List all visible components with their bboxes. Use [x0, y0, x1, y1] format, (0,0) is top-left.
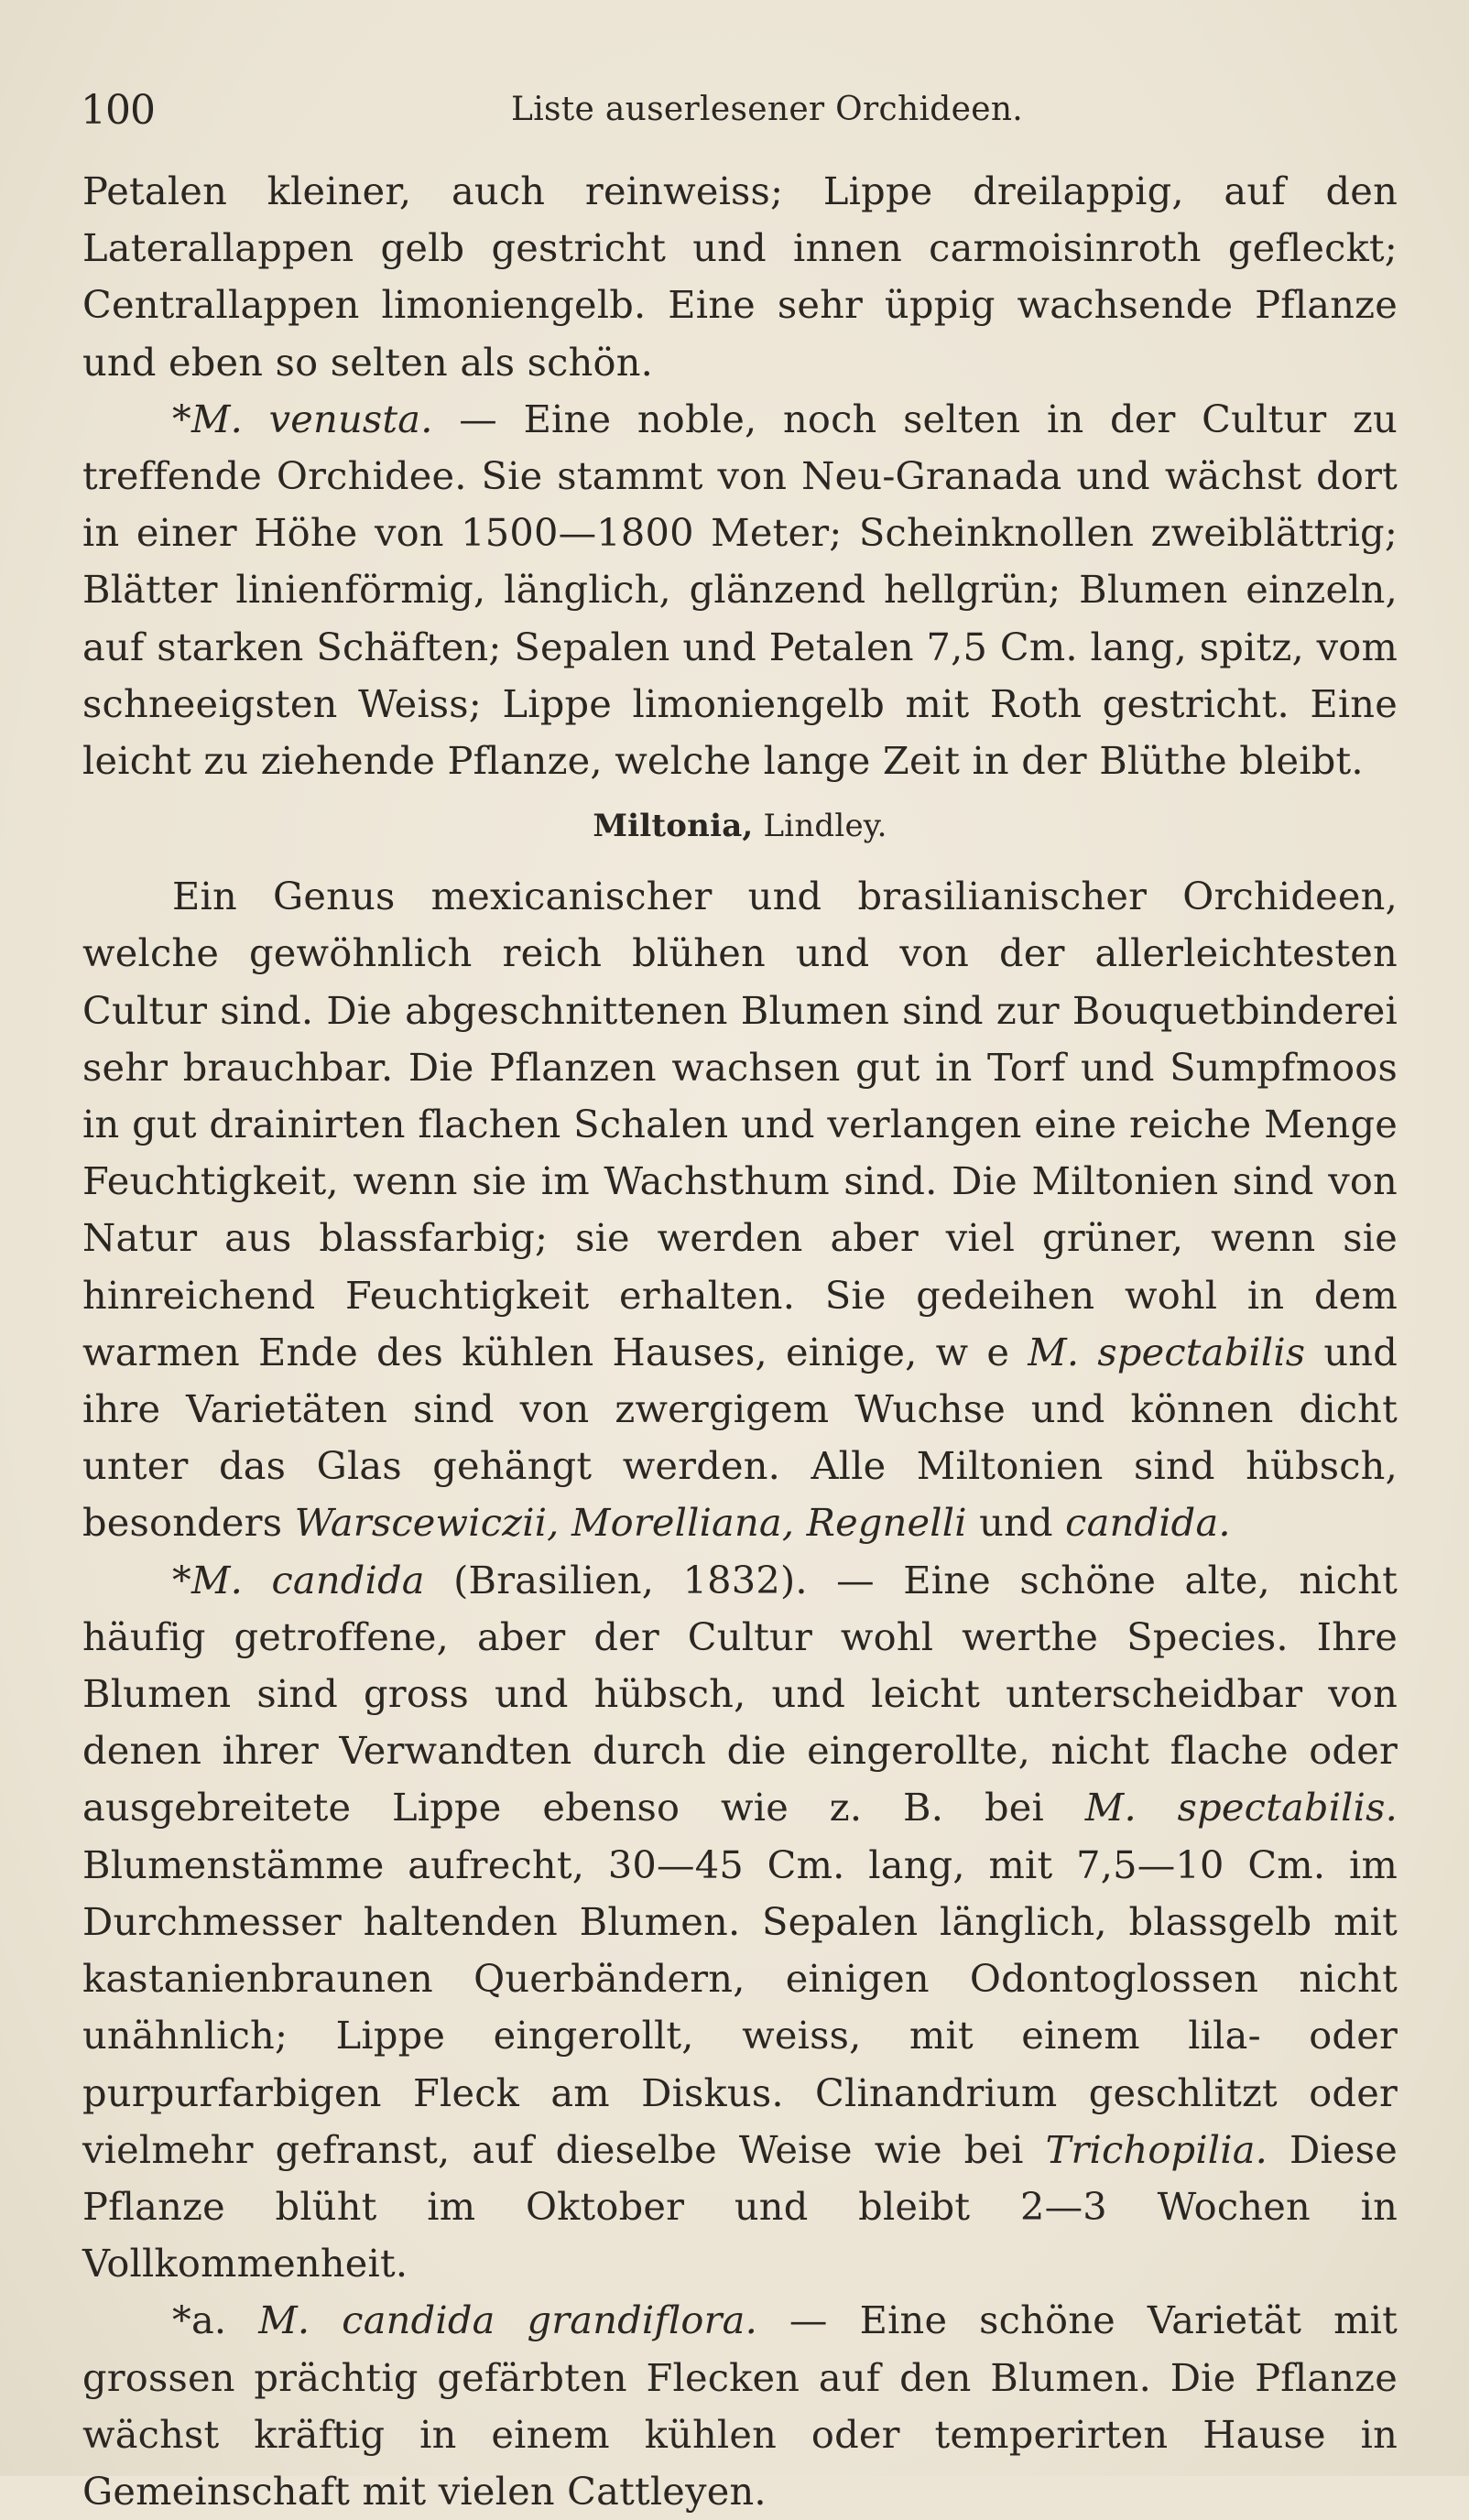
paragraph-text: Ein Genus mexicanischer und brasilianischer Orchideen, welche gewöhnlich reich blühen und von der allerleichtesten Cultur sind. Die abgeschnittenen Blumen sind zur Bouquetbinderei sehr brauchbar. Die Pflanzen wachsen gut in Torf und Sumpfmoos in gut drainirten flachen Schalen und verlangen eine reiche Menge Feuchtigkeit, wenn sie im Wachsthum sind. Die Miltonien sind von Natur aus blassfarbig; sie werden aber viel grüner, wenn sie hinreichend Feuchtigkeit erhalten. Sie gedeihen wohl in dem warmen Ende des kühlen Hauses, einige, w e: [82, 874, 1398, 1374]
paragraph-continuation: Petalen kleiner, auch reinweiss; Lippe dreilappig, auf den Laterallappen gelb gestricht und innen carmoisinroth gefleckt; Centrallappen limoniengelb. Eine sehr üppig wachsende Pflanze und eben so selten als schön.: [82, 168, 1398, 385]
paragraph-miltonia-intro: [82, 868, 1398, 1551]
paragraph-text: — Eine noble, noch selten in der Cultur zu treffende Orchidee. Sie stammt von Neu-Granada und wächst dort in einer Höhe von 1500—1800 Meter; Scheinknollen zweiblättrig; Blätter linienförmig, länglich, glänzend hellgrün; Blumen einzeln, auf starken Schäften; Sepalen und Petalen 7,5 Cm. lang, spitz, vom schneeigsten Weiss; Lippe limoniengelb mit Roth gestricht. Eine leicht zu ziehende Pflanze, welche lange Zeit in der Blüthe bleibt.: [82, 396, 1398, 784]
species-list: Warscewiczii, Morelliana, Regnelli: [294, 1500, 967, 1546]
paragraph-grandiflora: [82, 2292, 1398, 2520]
paragraph-text: und: [966, 1500, 1066, 1546]
paragraph-text: Blumenstämme aufrecht, 30—45 Cm. lang, mit 7,5—10 Cm. im Durchmesser haltenden Blumen. Sepalen länglich, blassgelb mit kastanienbraunen Querbändern, einigen Odontoglossen nicht unähnlich; Lippe eingerollt, weiss, mit einem lila- oder purpurfarbigen Fleck am Diskus. Clinandrium geschlitzt oder vielmehr gefranst, auf dieselbe Weise wie bei: [82, 1841, 1398, 2172]
paragraph-text: Diese Pflanze blüht im Oktober und bleibt 2—3 Wochen in Vollkommenheit.: [82, 2126, 1398, 2286]
section-heading: [82, 802, 1398, 850]
genus-author: Lindley.: [753, 808, 887, 845]
paragraph-venusta: [82, 391, 1398, 789]
paragraph-text: (Brasilien, 1832). — Eine schöne alte, nicht häufig getroffene, aber der Cultur wohl werthe Species. Ihre Blumen sind gross und hübsch, und leicht unterscheidbar von denen ihrer Verwandten durch die eingerollte, nicht flache oder ausgebreitete Lippe ebenso wie z. B. bei: [82, 1557, 1398, 1830]
page-header: [81, 87, 1398, 142]
body-text: [82, 163, 1398, 2520]
paragraph-candida: [82, 1552, 1398, 2293]
page-number: 100: [81, 87, 155, 134]
running-title: Liste auserlesener Orchideen.: [511, 91, 1024, 128]
species-name: M. spectabilis.: [1084, 1785, 1398, 1830]
species-name: candida.: [1065, 1500, 1231, 1546]
variety-name: M. candida grandiflora.: [258, 2297, 757, 2343]
genus-reference: Trichopilia.: [1045, 2126, 1268, 2172]
species-name: M. spectabilis: [1028, 1329, 1306, 1374]
paragraph-text: — Eine schöne Varietät mit grossen prächtig gefärbten Flecken auf den Blumen. Die Pflanze wächst kräftig in einem kühlen oder temperirten Hause in Gemeinschaft mit vielen Cattleyen.: [82, 2297, 1398, 2514]
species-name: *M. venusta.: [172, 396, 433, 441]
species-name: *M. candida: [172, 1557, 425, 1602]
variety-marker: *a.: [172, 2297, 259, 2343]
genus-name: Miltonia,: [593, 808, 754, 845]
paragraph-text: und ihre Varietäten sind von zwergigem Wuchse und können dicht unter das Glas gehängt werden. Alle Miltonien sind hübsch, besonders: [82, 1329, 1398, 1546]
